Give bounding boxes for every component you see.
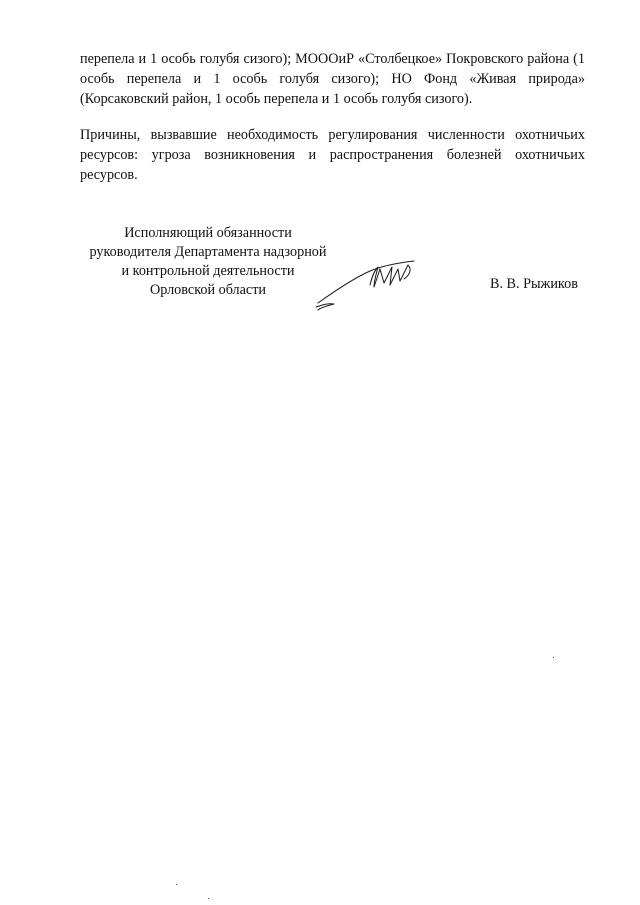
signatory-position: [78, 224, 338, 300]
scan-speck: [176, 884, 177, 885]
position-line-2: руководителя Департамента надзорной: [89, 244, 327, 260]
position-line-1: Исполняющий обязанности: [124, 225, 292, 241]
position-line-4: Орловской области: [149, 282, 267, 298]
handwritten-signature: [312, 255, 422, 315]
position-line-3: и контрольной деятельности: [121, 263, 295, 279]
scan-speck: [553, 657, 554, 658]
scan-speck: [208, 898, 209, 899]
signer-name: В. В. Рыжиков: [490, 276, 578, 292]
body-paragraph-1: перепела и 1 особь голубя сизого); МОООиР «Столбецкое» Покровского района (1 особь перепела и 1 особь голубя сизого); НО Фонд «Живая природа» (Корсаковский район, 1 особь перепела и 1 особь голубя сизого).: [80, 51, 585, 107]
body-paragraph-2: Причины, вызвавшие необходимость регулирования численности охотничьих ресурсов: угроза возникновения и распространения болезней охотничьих ресурсов.: [80, 127, 585, 183]
